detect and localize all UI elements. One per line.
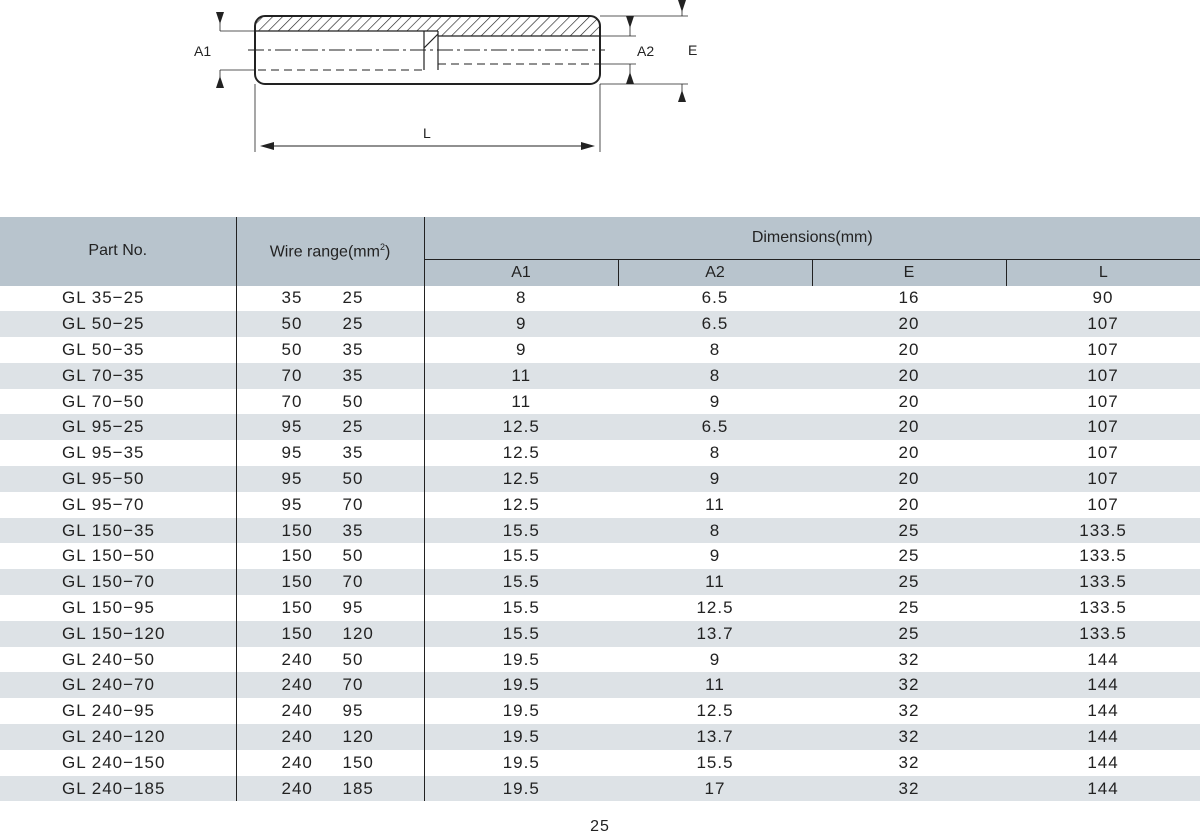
a1-cell: 15.5 — [424, 569, 618, 595]
part-no-cell: GL 70−35 — [0, 363, 236, 389]
l-cell: 107 — [1087, 443, 1119, 463]
wire-range-min: 150 — [281, 546, 313, 566]
part-no-cell: GL 95−25 — [0, 414, 236, 440]
l-cell: 133.5 — [1006, 569, 1200, 595]
table-row — [0, 698, 1200, 724]
l-cell: 133.5 — [1006, 518, 1200, 544]
wire-range-max: 35 — [342, 443, 364, 463]
a1-cell: 9 — [424, 311, 618, 337]
a1-cell: 11 — [424, 363, 618, 389]
table-row — [0, 440, 1200, 466]
part-no-cell: GL 240−50 — [0, 647, 236, 673]
part-no-cell: GL 150−120 — [0, 621, 236, 647]
wire-range-min: 150 — [281, 572, 313, 592]
wire-range-max: 50 — [342, 468, 364, 488]
table-row — [0, 286, 1200, 312]
e-cell: 20 — [812, 414, 1006, 440]
a1-cell: 19.5 — [502, 701, 540, 721]
a2-cell: 9 — [709, 546, 721, 566]
a2-cell: 6.5 — [701, 288, 729, 308]
part-no-cell: GL 50−35 — [0, 337, 236, 363]
header-dimensions: Dimensions(mm) — [424, 217, 1200, 259]
a1-cell: 12.5 — [502, 494, 540, 514]
wire-range-min: 240 — [281, 701, 313, 721]
a2-cell: 9 — [709, 649, 721, 669]
a1-cell: 19.5 — [424, 724, 618, 750]
a2-cell: 6.5 — [618, 311, 812, 337]
e-cell: 32 — [898, 649, 920, 669]
label-a2: A2 — [637, 43, 655, 59]
table-row — [0, 569, 1200, 595]
a2-cell: 8 — [618, 518, 812, 544]
table-row — [0, 647, 1200, 673]
wire-range-cell — [236, 776, 424, 802]
part-no-cell: GL 150−70 — [0, 569, 236, 595]
e-cell: 25 — [812, 621, 1006, 647]
wire-range-max: 70 — [342, 675, 364, 695]
table-row — [0, 750, 1200, 776]
l-cell: 107 — [1006, 363, 1200, 389]
table-body — [0, 286, 1200, 802]
wire-range-cell — [236, 724, 424, 750]
a2-cell: 12.5 — [696, 597, 734, 617]
l-cell: 133.5 — [1079, 546, 1127, 566]
wire-range-max: 120 — [342, 726, 374, 746]
a2-cell: 17 — [618, 776, 812, 802]
e-cell: 20 — [812, 363, 1006, 389]
table-row — [0, 518, 1200, 544]
part-no-cell: GL 95−50 — [0, 466, 236, 492]
table-row — [0, 389, 1200, 415]
header-wire-range: Wire $range(mm^2)$ — [236, 217, 424, 286]
wire-range-cell — [236, 492, 424, 518]
table-row — [0, 311, 1200, 337]
wire-range-max: 35 — [342, 520, 364, 540]
table-row — [0, 595, 1200, 621]
wire-range-max: 185 — [342, 778, 374, 798]
e-cell: 25 — [898, 597, 920, 617]
wire-range-max: 35 — [342, 365, 364, 385]
wire-range-min: 240 — [281, 778, 313, 798]
table-row — [0, 492, 1200, 518]
header-e: E — [812, 259, 1006, 286]
label-e: E — [688, 42, 698, 58]
l-cell: 107 — [1087, 494, 1119, 514]
wire-range-min: 95 — [281, 443, 303, 463]
e-cell: 25 — [812, 518, 1006, 544]
part-no-cell: GL 150−95 — [0, 595, 236, 621]
l-cell: 107 — [1087, 391, 1119, 411]
wire-range-cell — [236, 543, 424, 569]
table-row — [0, 466, 1200, 492]
a1-cell: 15.5 — [424, 518, 618, 544]
header-part-no: Part No. — [0, 217, 236, 286]
a1-cell: 12.5 — [502, 443, 540, 463]
part-no-cell: GL 95−70 — [0, 492, 236, 518]
wire-range-max: 120 — [342, 623, 374, 643]
wire-range-max: 95 — [342, 701, 364, 721]
part-no-cell: GL 150−50 — [0, 543, 236, 569]
part-no-cell: GL 240−150 — [0, 750, 236, 776]
a1-cell: 19.5 — [502, 649, 540, 669]
e-cell: 20 — [812, 466, 1006, 492]
a1-cell: 12.5 — [424, 466, 618, 492]
l-cell: 144 — [1006, 724, 1200, 750]
wire-range-cell — [236, 595, 424, 621]
wire-range-max: 95 — [342, 597, 364, 617]
part-no-cell: GL 240−120 — [0, 724, 236, 750]
e-cell: 16 — [898, 288, 920, 308]
part-no-cell: GL 95−35 — [0, 440, 236, 466]
wire-range-max: 35 — [342, 339, 364, 359]
a1-cell: 19.5 — [424, 776, 618, 802]
l-cell: 107 — [1006, 311, 1200, 337]
wire-range-cell — [236, 750, 424, 776]
wire-range-min: 50 — [281, 339, 303, 359]
part-no-cell: GL 50−25 — [0, 311, 236, 337]
header-a1: A1 — [424, 259, 618, 286]
a1-cell: 19.5 — [424, 672, 618, 698]
wire-range-min: 240 — [281, 726, 313, 746]
a1-cell: 15.5 — [502, 546, 540, 566]
wire-range-max: 70 — [342, 494, 364, 514]
e-cell: 20 — [898, 494, 920, 514]
a2-cell: 11 — [705, 494, 725, 514]
a2-cell: 8 — [709, 443, 721, 463]
wire-range-cell — [236, 647, 424, 673]
wire-range-min: 150 — [281, 597, 313, 617]
a2-cell: 13.7 — [618, 724, 812, 750]
wire-range-max: 150 — [342, 752, 374, 772]
wire-range-min: 70 — [281, 365, 303, 385]
wire-range-cell — [236, 440, 424, 466]
l-cell: 144 — [1087, 649, 1119, 669]
a1-cell: 12.5 — [424, 414, 618, 440]
table-row — [0, 363, 1200, 389]
a2-cell: 15.5 — [696, 752, 734, 772]
wire-range-min: 95 — [281, 468, 303, 488]
l-cell: 107 — [1006, 466, 1200, 492]
table-row — [0, 776, 1200, 802]
l-cell: 144 — [1006, 776, 1200, 802]
l-cell: 133.5 — [1079, 597, 1127, 617]
a2-cell: 11 — [618, 569, 812, 595]
a1-cell: 8 — [516, 288, 527, 308]
a2-cell: 9 — [709, 391, 721, 411]
table-row — [0, 672, 1200, 698]
l-cell: 107 — [1087, 339, 1119, 359]
sleeve-dimension-drawing — [180, 0, 720, 160]
wire-range-max: 50 — [342, 391, 364, 411]
part-no-cell: GL 240−185 — [0, 776, 236, 802]
a2-cell: 13.7 — [618, 621, 812, 647]
e-cell: 32 — [812, 776, 1006, 802]
part-no-cell: GL 70−50 — [0, 389, 236, 415]
wire-range-cell — [236, 621, 424, 647]
wire-range-min: 70 — [281, 391, 303, 411]
a2-cell: 6.5 — [618, 414, 812, 440]
wire-range-cell — [236, 286, 424, 312]
wire-range-cell — [236, 363, 424, 389]
a2-cell: 9 — [618, 466, 812, 492]
table-row — [0, 414, 1200, 440]
a1-cell: 11 — [511, 391, 532, 411]
part-no-cell: GL 240−70 — [0, 672, 236, 698]
l-cell: 133.5 — [1006, 621, 1200, 647]
part-no-cell: GL 35−25 — [0, 286, 236, 312]
wire-range-min: 240 — [281, 675, 313, 695]
e-cell: 25 — [812, 569, 1006, 595]
wire-range-cell — [236, 466, 424, 492]
wire-range-cell — [236, 311, 424, 337]
wire-range-min: 240 — [281, 752, 313, 772]
wire-range-min: 240 — [281, 649, 313, 669]
e-cell: 20 — [812, 311, 1006, 337]
label-a1: A1 — [194, 43, 212, 59]
table-row — [0, 543, 1200, 569]
e-cell: 32 — [812, 672, 1006, 698]
wire-range-max: 25 — [342, 417, 364, 437]
wire-range-cell — [236, 698, 424, 724]
wire-range-cell — [236, 337, 424, 363]
wire-range-min: 50 — [281, 314, 303, 334]
wire-range-min: 35 — [281, 288, 303, 308]
a1-cell: 15.5 — [502, 597, 540, 617]
e-cell: 32 — [898, 701, 920, 721]
wire-range-cell — [236, 389, 424, 415]
e-cell: 32 — [898, 752, 920, 772]
wire-range-cell — [236, 518, 424, 544]
l-cell: 144 — [1006, 672, 1200, 698]
a2-cell: 11 — [618, 672, 812, 698]
header-a2: A2 — [618, 259, 812, 286]
table-row — [0, 724, 1200, 750]
table-row — [0, 337, 1200, 363]
e-cell: 20 — [898, 339, 920, 359]
wire-range-max: 25 — [342, 288, 364, 308]
a2-cell: 8 — [618, 363, 812, 389]
l-cell: 144 — [1087, 752, 1119, 772]
label-l: L — [423, 125, 431, 141]
a1-cell: 19.5 — [502, 752, 540, 772]
wire-range-cell — [236, 672, 424, 698]
wire-range-max: 50 — [342, 546, 364, 566]
wire-range-min: 150 — [281, 520, 313, 540]
part-no-cell: GL 240−95 — [0, 698, 236, 724]
table-row — [0, 621, 1200, 647]
wire-range-max: 70 — [342, 572, 364, 592]
wire-range-min: 150 — [281, 623, 313, 643]
wire-range-min: 95 — [281, 417, 303, 437]
wire-range-cell — [236, 414, 424, 440]
specification-table — [0, 217, 1200, 801]
a2-cell: 12.5 — [696, 701, 734, 721]
wire-range-max: 50 — [342, 649, 364, 669]
e-cell: 25 — [898, 546, 920, 566]
wire-range-max: 25 — [342, 314, 364, 334]
a1-cell: 9 — [516, 339, 527, 359]
header-l: L — [1006, 259, 1200, 286]
e-cell: 32 — [812, 724, 1006, 750]
a1-cell: 15.5 — [424, 621, 618, 647]
e-cell: 20 — [898, 443, 920, 463]
l-cell: 107 — [1006, 414, 1200, 440]
a2-cell: 8 — [709, 339, 721, 359]
e-cell: 20 — [898, 391, 920, 411]
part-no-cell: GL 150−35 — [0, 518, 236, 544]
l-cell: 90 — [1092, 288, 1114, 308]
l-cell: 144 — [1087, 701, 1119, 721]
wire-range-cell — [236, 569, 424, 595]
page-number: 25 — [590, 818, 610, 835]
wire-range-min: 95 — [281, 494, 303, 514]
